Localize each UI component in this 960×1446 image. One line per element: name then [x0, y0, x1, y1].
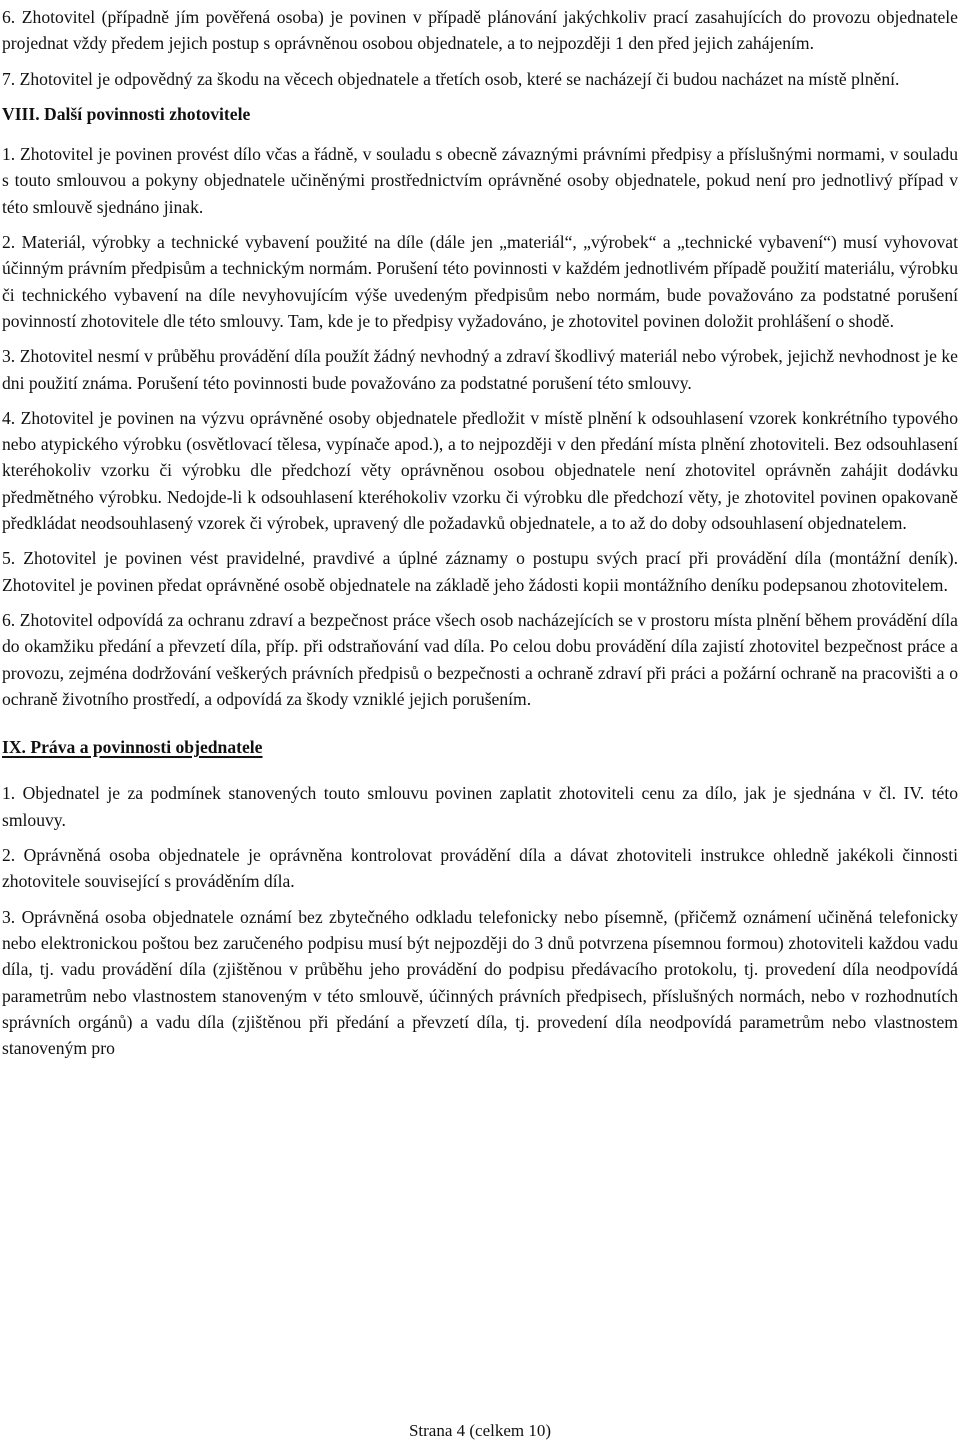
clause-number: 7. [2, 68, 16, 89]
clause-text: Zhotovitel nesmí v průběhu provádění díla použít žádný nevhodný a zdraví škodlivý materiál nebo výrobek, jejichž nevhodnost je ke dni použití známa. Porušení této povinnosti bude považováno za podstatné porušení této smlouvy. [2, 346, 958, 393]
section-heading-viii: VIII. Další povinnosti zhotovitele [2, 103, 251, 124]
clause-vii-6 [2, 4, 958, 57]
clause-viii-4 [2, 405, 958, 536]
clause-text: Zhotovitel je povinen vést pravidelné, pravdivé a úplné záznamy o postupu svých prací při provádění díla (montážní deník). Zhotovitel je povinen předat oprávněné osobě objednatele na základě jeho žádosti kopii montážního deníku podepsanou zhotovitelem. [2, 548, 958, 595]
clause-number: 2. [2, 845, 16, 866]
page-footer [0, 1420, 960, 1442]
clause-text: Zhotovitel je odpovědný za škodu na věcech objednatele a třetích osob, které se nacházejí či budou nacházet na místě plnění. [19, 68, 900, 89]
clause-text: Zhotovitel je povinen na výzvu oprávněné osoby objednatele předložit v místě plnění k odsouhlasení vzorek konkrétního typového nebo atypického výrobku (osvětlovací tělesa, vypínače apod.), a to nejpozději v den předání místa plnění zhotoviteli. Bez odsouhlasení kteréhokoliv vzorku či výrobku dle předchozí věty oprávněnou osobou objednatele není zhotovitel oprávněn zahájit dodávku předmětného výrobku. Nedojde-li k odsouhlasení kteréhokoliv vzorku či výrobku dle předchozí věty, je zhotovitel povinen opakovaně předkládat neodsouhlasený vzorek či výrobek, upravený dle požadavků objednatele, a to až do doby odsouhlasení objednatelem. [2, 407, 959, 534]
clause-text: Materiál, výrobky a technické vybavení použité na díle (dále jen „materiál“, „výrobek“ a „technické vybavení“) musí vyhovovat účinným právním předpisům a technickým normám. Porušení této povinnosti v každém jednotlivém případě použití materiálu, výrobku či technického vybavení na díle nevyhovujícím výše uvedeným předpisům nebo normám, bude považováno za podstatné porušení povinností zhotovitele dle této smlouvy. Tam, kde je to předpisy vyžadováno, je zhotovitel povinen doložit prohlášení o shodě. [2, 232, 958, 331]
clause-text: Objednatel je za podmínek stanovených touto smlouvu povinen zaplatit zhotoviteli cenu za dílo, jak je sjednána v čl. IV. této smlouvy. [2, 783, 958, 830]
clause-ix-1 [2, 780, 958, 833]
clause-number: 2. [2, 232, 16, 253]
clause-number: 3. [2, 906, 16, 927]
clause-text: Oprávněná osoba objednatele oznámí bez zbytečného odkladu telefonicky nebo písemně, (přičemž oznámení učiněná telefonicky nebo elektronickou poštou bez zaručeného podpisu musí být nejpozději do 3 dnů potvrzena písemnou formou) zhotoviteli každou vadu díla, tj. vadu provádění díla (zjištěnou v průběhu jeho provádění do podpisu předávacího protokolu, tj. provedení díla neodpovídá parametrům nebo vlastnostem stanoveným v této smlouvě, účinných právních předpisech, příslušných normách, nebo v rozhodnutích správních orgánů) a vadu díla (zjištěnou při předání a převzetí díla, tj. provedení díla neodpovídá parametrům nebo vlastnostem stanoveným pro [2, 906, 958, 1059]
clause-number: 6. [2, 7, 16, 27]
clause-text: Zhotovitel je povinen provést dílo včas a řádně, v souladu s obecně závaznými právními předpisy a příslušnými normami, v souladu s touto smlouvou a pokyny objednatele učiněnými prostřednictvím oprávněné osoby objednatele, pokud není pro jednotlivý případ v této smlouvě sjednáno jinak. [2, 144, 958, 217]
clause-number: 4. [2, 407, 16, 428]
clause-number: 3. [2, 346, 16, 367]
clause-ix-2 [2, 842, 958, 895]
clause-text: Oprávněná osoba objednatele je oprávněna kontrolovat provádění díla a dávat zhotoviteli instrukce ohledně jakékoli činnosti zhotovitele související s prováděním díla. [2, 845, 958, 892]
clause-viii-6 [2, 607, 958, 712]
clause-text: Zhotovitel odpovídá za ochranu zdraví a bezpečnost práce všech osob nacházejících se v prostoru místa plnění během provádění díla do okamžiku předání a převzetí díla, příp. při odstraňování vad díla. Po celou dobu provádění díla zajistí zhotovitel bezpečnost práce a provozu, zejména dodržování veškerých právních předpisů o bezpečnosti a ochraně zdraví při práci a požární ochraně na pracovišti a o ochraně životního prostředí, a odpovídá za škody vzniklé jejich porušením. [2, 609, 958, 709]
clause-viii-1 [2, 141, 958, 220]
clause-viii-3 [2, 343, 958, 396]
clause-viii-2 [2, 229, 958, 334]
clause-vii-7 [2, 66, 958, 92]
clause-number: 1. [2, 783, 16, 804]
clause-number: 1. [2, 144, 16, 165]
clause-number: 5. [2, 548, 16, 569]
clause-viii-5 [2, 545, 958, 598]
clause-text: Zhotovitel (případně jím pověřená osoba) je povinen v případě plánování jakýchkoliv prací zasahujících do provozu objednatele projednat vždy předem jejich postup s oprávněnou osobou objednatele, a to nejpozději 1 den před jejich zahájením. [2, 7, 958, 54]
section-heading-ix: IX. Práva a povinnosti objednatele [2, 737, 263, 758]
page-number-label: Strana 4 (celkem 10) [408, 1421, 552, 1440]
clause-ix-3 [2, 904, 958, 1062]
clause-number: 6. [2, 609, 16, 630]
